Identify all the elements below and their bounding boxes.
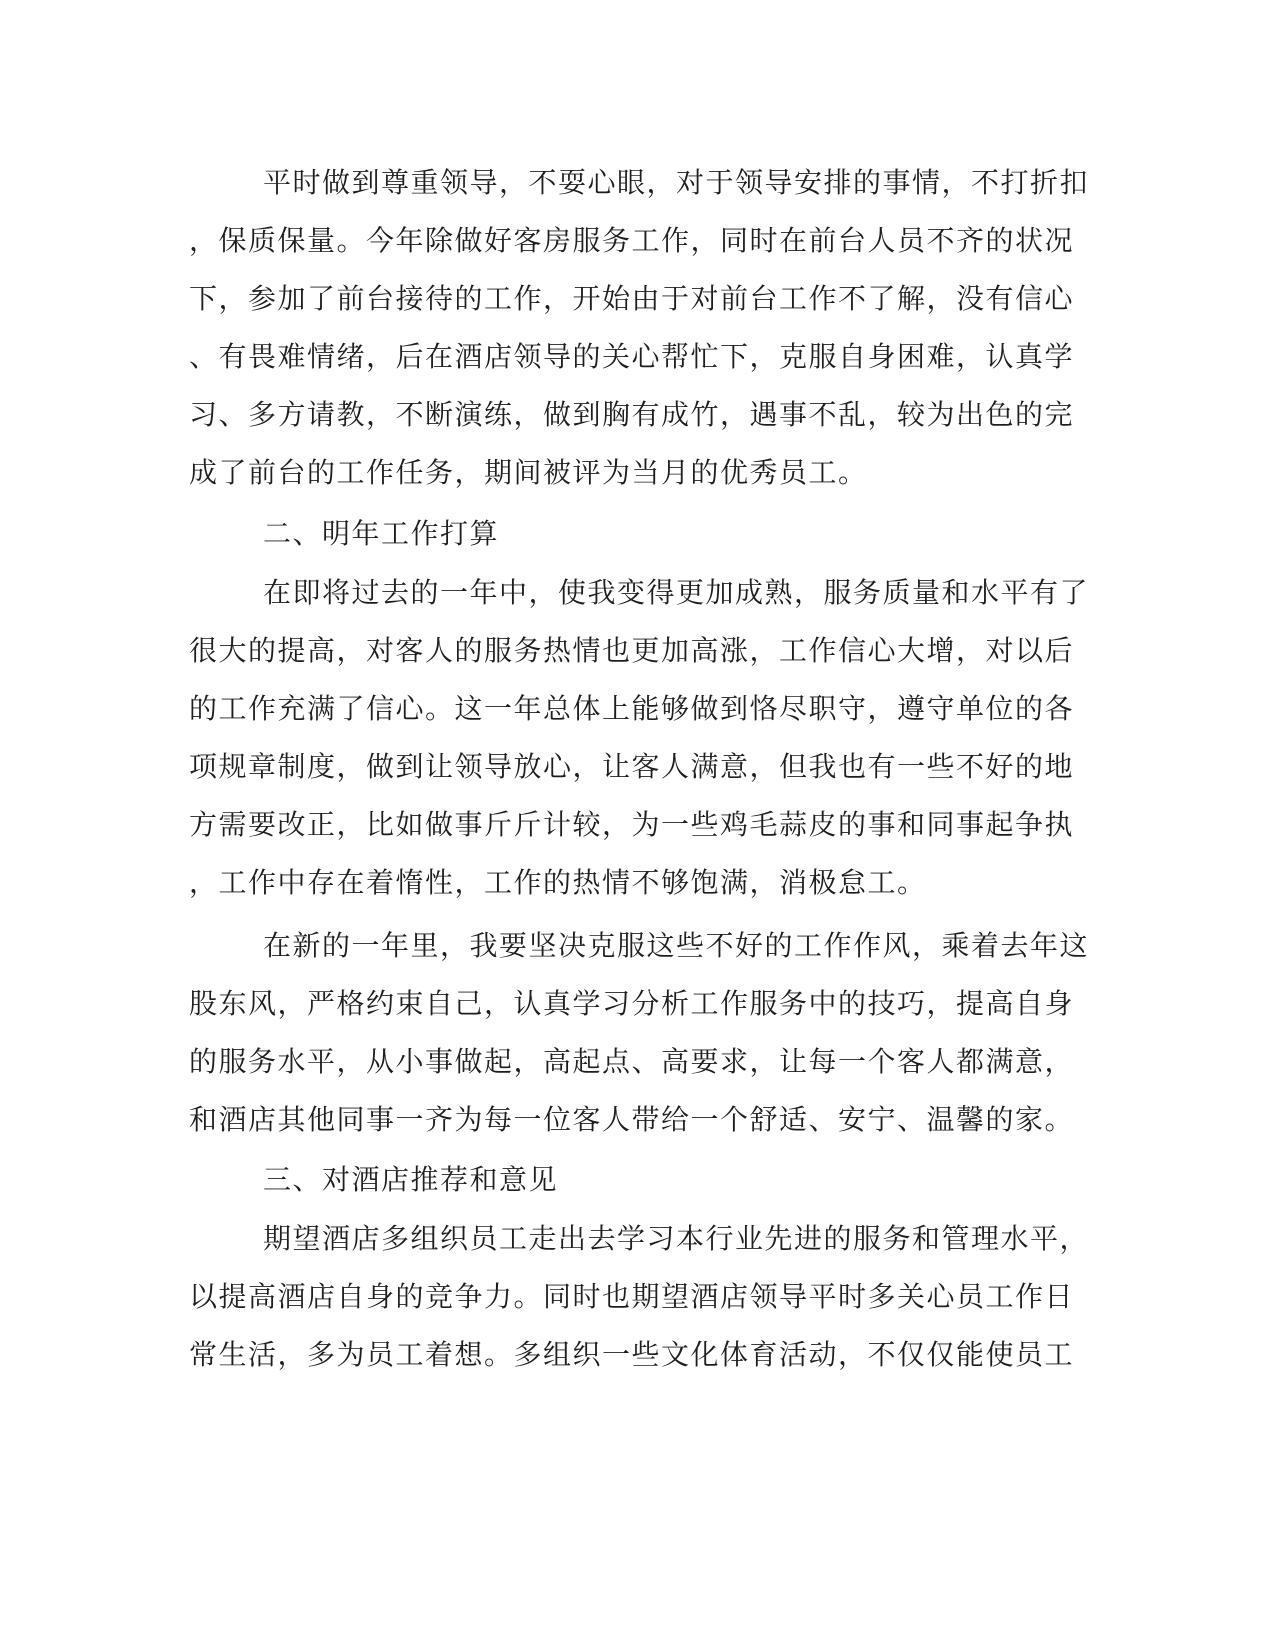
paragraph-line: 和酒店其他同事一齐为每一位客人带给一个舒适、安宁、温馨的家。 bbox=[189, 1103, 1075, 1136]
paragraph-line: 很大的提高，对客人的服务热情也更加高涨，工作信心大增，对以后 bbox=[189, 634, 1075, 667]
paragraph-line: 期望酒店多组织员工走出去学习本行业先进的服务和管理水平， bbox=[263, 1222, 1090, 1255]
paragraph-line: 成了前台的工作任务，期间被评为当月的优秀员工。 bbox=[189, 456, 868, 489]
paragraph-line: 的服务水平，从小事做起，高起点、高要求，让每一个客人都满意， bbox=[189, 1045, 1075, 1078]
paragraph-line: 的工作充满了信心。这一年总体上能够做到恪尽职守，遵守单位的各 bbox=[189, 692, 1075, 725]
paragraph-line: 方需要改正，比如做事斤斤计较，为一些鸡毛蒜皮的事和同事起争执 bbox=[189, 808, 1075, 841]
paragraph-line: 股东风，严格约束自己，认真学习分析工作服务中的技巧，提高自身 bbox=[189, 987, 1075, 1020]
section-heading: 二、明年工作打算 bbox=[263, 517, 500, 550]
paragraph-line: 下，参加了前台接待的工作，开始由于对前台工作不了解，没有信心 bbox=[189, 282, 1075, 315]
paragraph-line: 项规章制度，做到让领导放心，让客人满意，但我也有一些不好的地 bbox=[189, 750, 1075, 783]
paragraph-line: 常生活，多为员工着想。多组织一些文化体育活动，不仅仅能使员工 bbox=[189, 1338, 1075, 1371]
paragraph-line: 在新的一年里，我要坚决克服这些不好的工作作风，乘着去年这 bbox=[263, 929, 1090, 962]
paragraph-line: ，保质保量。今年除做好客房服务工作，同时在前台人员不齐的状况 bbox=[189, 224, 1075, 257]
paragraph-line: 在即将过去的一年中，使我变得更加成熟，服务质量和水平有了 bbox=[263, 576, 1090, 609]
paragraph-line: 习、多方请教，不断演练，做到胸有成竹，遇事不乱，较为出色的完 bbox=[189, 398, 1075, 431]
paragraph-line: 平时做到尊重领导，不耍心眼，对于领导安排的事情，不打折扣 bbox=[263, 166, 1090, 199]
paragraph-line: 、有畏难情绪，后在酒店领导的关心帮忙下，克服自身困难，认真学 bbox=[189, 340, 1075, 373]
section-heading: 三、对酒店推荐和意见 bbox=[263, 1163, 559, 1196]
paragraph-line: 以提高酒店自身的竞争力。同时也期望酒店领导平时多关心员工作日 bbox=[189, 1280, 1075, 1313]
paragraph-line: ，工作中存在着惰性，工作的热情不够饱满，消极怠工。 bbox=[189, 866, 927, 899]
